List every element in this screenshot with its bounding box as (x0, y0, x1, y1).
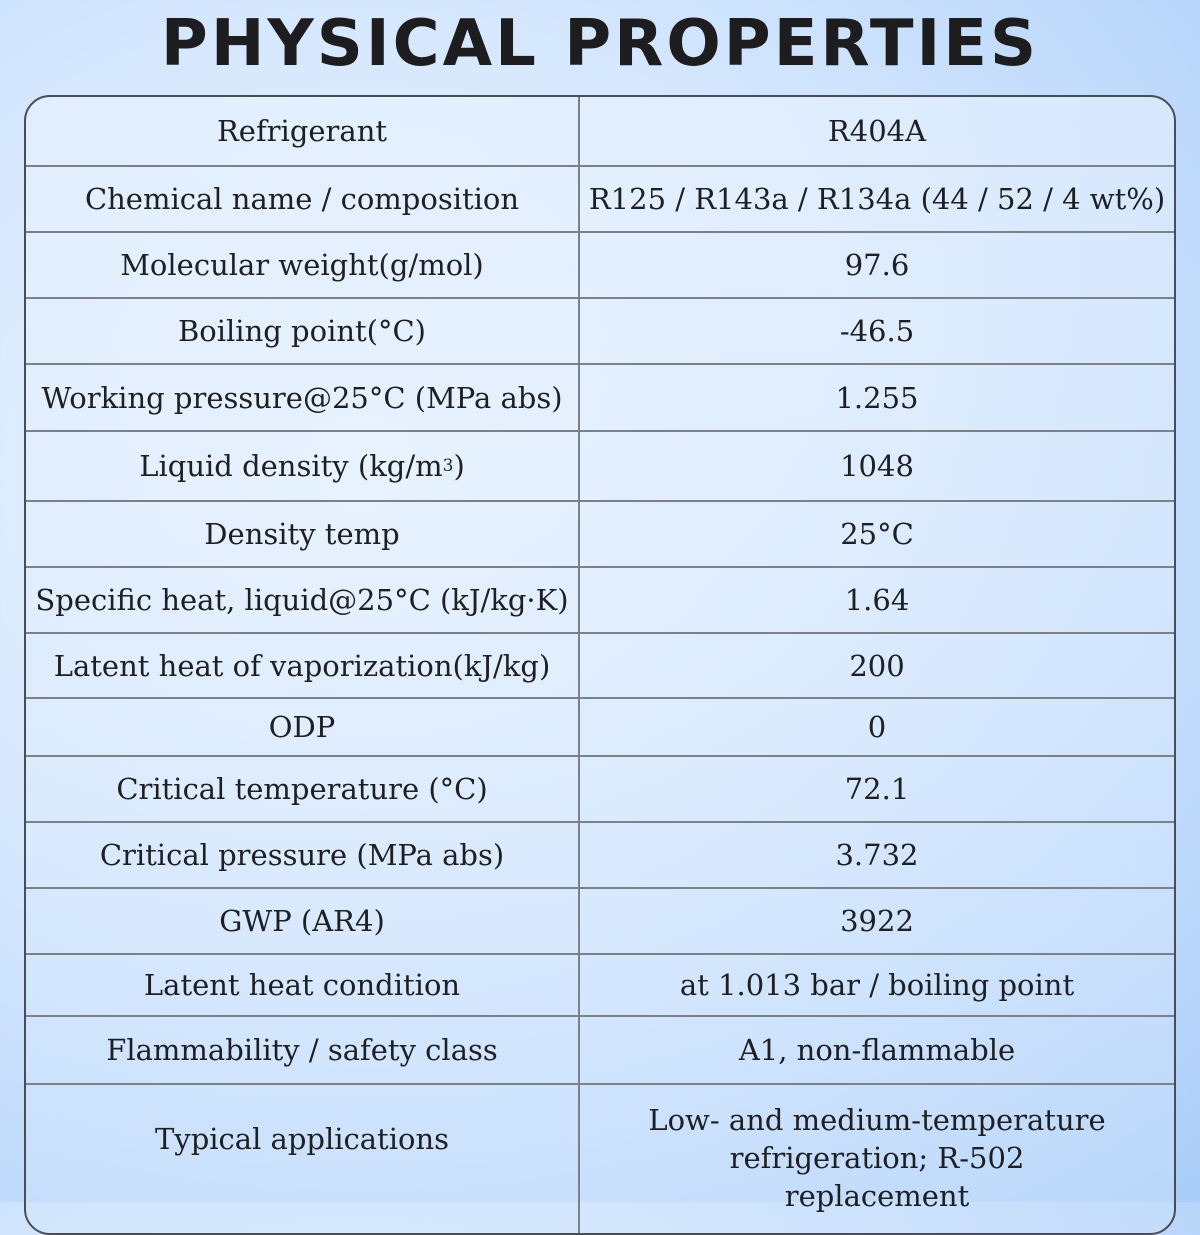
table-row (26, 299, 1174, 365)
property-value: 200 (849, 648, 905, 683)
properties-table (24, 95, 1176, 1235)
property-label: Refrigerant (26, 97, 580, 165)
table-row (26, 233, 1174, 299)
property-label: GWP (AR4) (26, 889, 580, 953)
table-row (26, 889, 1174, 955)
table-row (26, 432, 1174, 502)
table-row (26, 365, 1174, 432)
property-value: 25°C (840, 517, 914, 551)
table-row (26, 757, 1174, 823)
property-label: Latent heat condition (26, 955, 580, 1015)
property-label: Chemical name / composition (26, 167, 580, 231)
property-value: 1.255 (835, 380, 919, 415)
property-label: Boiling point(°C) (26, 299, 580, 363)
property-value: R125 / R143a / R134a (44 / 52 / 4 wt%) (588, 182, 1166, 216)
property-value: 3.732 (835, 838, 919, 872)
table-row (26, 502, 1174, 568)
property-label: Working pressure@25°C (MPa abs) (26, 365, 580, 430)
table-row (26, 97, 1174, 167)
property-label-suffix: ) (453, 449, 465, 483)
table-row (26, 699, 1174, 757)
property-value: 3922 (840, 904, 914, 938)
table-row (26, 1017, 1174, 1085)
property-value: 1048 (840, 449, 914, 483)
property-label: Specific heat, liquid@25°C (kJ/kg·K) (26, 568, 580, 632)
table-row (26, 955, 1174, 1017)
property-value: R404A (827, 114, 927, 148)
property-label: Critical pressure (MPa abs) (26, 823, 580, 887)
table-row (26, 823, 1174, 889)
property-value: 97.6 (844, 248, 910, 282)
property-value: A1, non-flammable (738, 1033, 1016, 1067)
property-label: Molecular weight(g/mol) (26, 233, 580, 297)
table-row (26, 167, 1174, 233)
property-label: Liquid density (kg/m 3 ) (26, 432, 580, 500)
property-label: Latent heat of vaporization(kJ/kg) (26, 634, 580, 697)
property-value: 1.64 (844, 583, 910, 617)
property-label: Critical temperature (°C) (26, 757, 580, 821)
property-value: 72.1 (844, 772, 910, 806)
table-row (26, 568, 1174, 634)
property-value: Low- and medium-temperature refrigeration; R-502 replacement (648, 1103, 1106, 1213)
property-label-text: Liquid density (kg/m (139, 449, 443, 483)
property-value: 0 (867, 710, 887, 744)
property-label: ODP (26, 699, 580, 755)
property-label: Typical applications (26, 1085, 580, 1235)
page-title: PHYSICAL PROPERTIES (160, 7, 1040, 81)
property-value: at 1.013 bar / boiling point (679, 968, 1075, 1002)
property-label: Density temp (26, 502, 580, 566)
property-value: -46.5 (839, 314, 915, 348)
property-label: Flammability / safety class (26, 1017, 580, 1083)
table-row (26, 1085, 1174, 1235)
table-row (26, 634, 1174, 699)
